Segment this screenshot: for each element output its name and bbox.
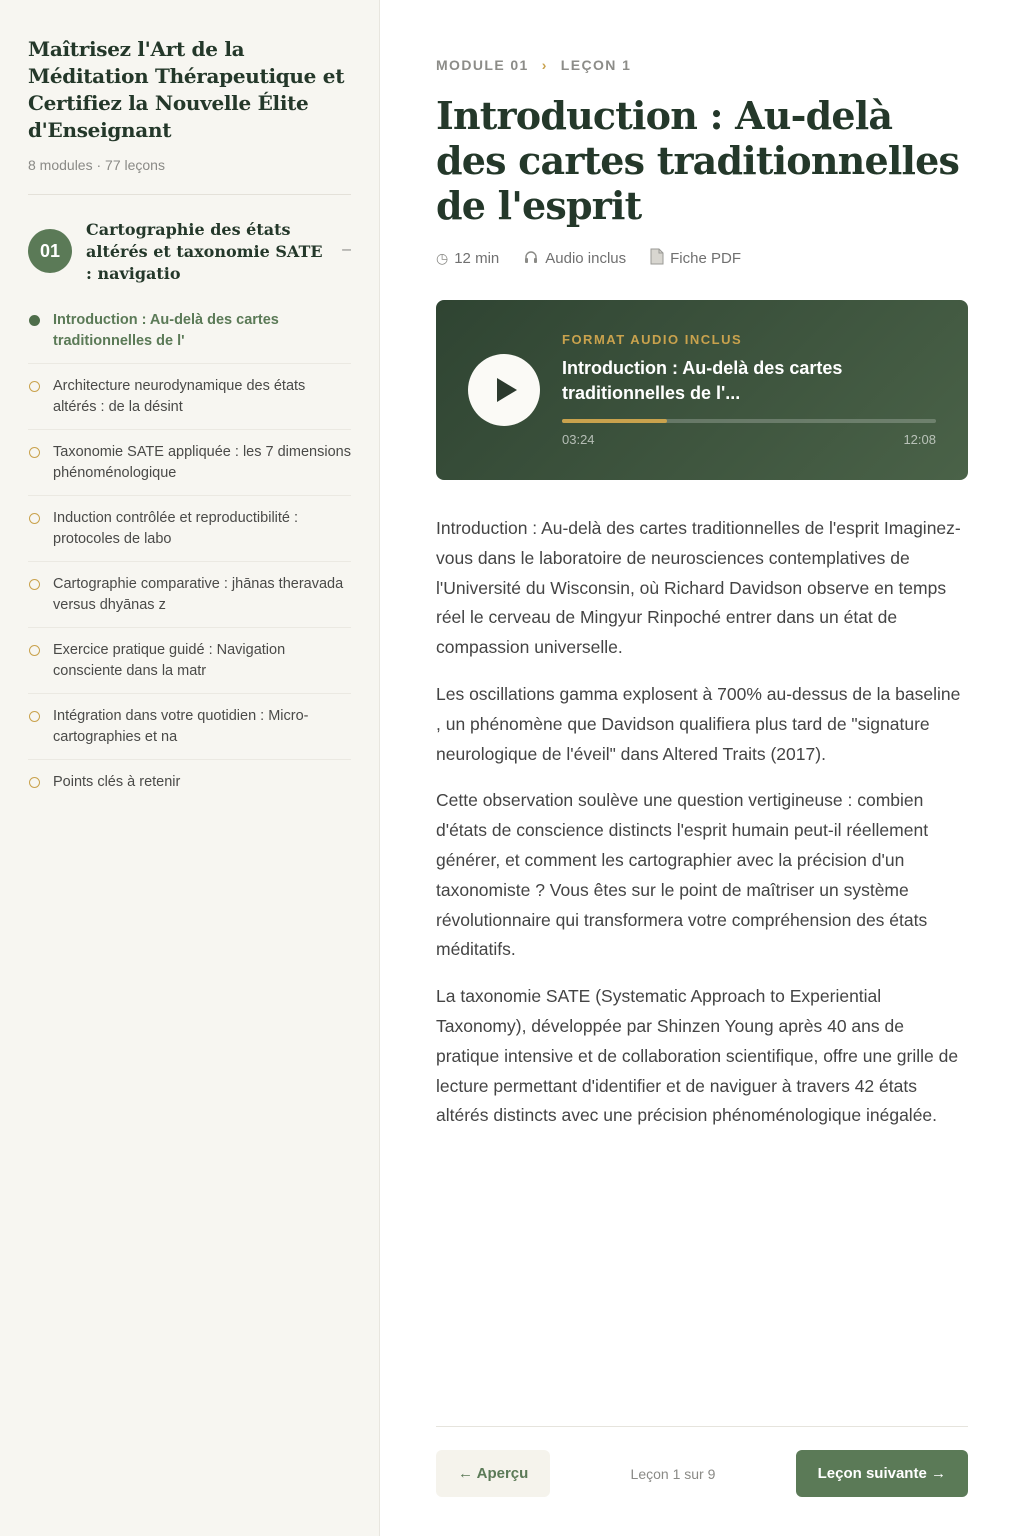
next-lesson-button[interactable]: Leçon suivante → (796, 1450, 968, 1497)
sidebar-divider (28, 194, 351, 195)
audio-progress-bar[interactable] (562, 419, 936, 423)
audio-progress-fill (562, 419, 667, 423)
module-title: Cartographie des états altérés et taxonomie SATE : navigatio (86, 220, 323, 283)
audio-info (562, 332, 936, 447)
lesson-list (28, 310, 351, 805)
previous-button[interactable]: ← Aperçu (436, 1450, 550, 1497)
lesson-item[interactable] (28, 640, 351, 694)
body-paragraph: Cette observation soulève une question vertigineuse : combien d'états de conscience distincts l'esprit humain peut-il réellement générer, et comment les cartographier avec la précision d'un taxonomiste ? Vous êtes sur le point de maîtriser un système révolutionnaire qui transformera votre compréhension des états méditatifs. (436, 790, 929, 960)
chevron-right-icon: › (541, 57, 548, 73)
lesson-label: Induction contrôlée et reproductibilité : protocoles de labo (53, 510, 299, 547)
lesson-content (436, 0, 968, 1148)
page-title: Introduction : Au-delà des cartes traditionnelles de l'esprit (436, 93, 960, 228)
total-time: 12:08 (903, 432, 936, 447)
lesson-label: Points clés à retenir (53, 774, 181, 790)
module-number-badge: 01 (28, 229, 72, 273)
audio-title: Introduction : Au-delà des cartes traditionnelles de l'... (562, 358, 843, 403)
breadcrumb-lesson: LEÇON 1 (560, 57, 632, 73)
audio-player (436, 300, 968, 480)
lesson-meta (436, 248, 968, 268)
breadcrumb-module[interactable]: MODULE 01 (436, 57, 529, 73)
lesson-dot-icon (29, 645, 40, 656)
breadcrumb (436, 57, 968, 73)
lesson-dot-icon (29, 777, 40, 788)
lesson-label: Exercice pratique guidé : Navigation consciente dans la matr (53, 642, 286, 679)
pdf-meta[interactable] (650, 248, 741, 268)
audio-times (562, 432, 936, 447)
document-icon (650, 248, 664, 268)
headphones-icon (523, 249, 539, 268)
pdf-label: Fiche PDF (670, 249, 741, 267)
lesson-item[interactable] (28, 706, 351, 760)
course-meta: 8 modules · 77 leçons (28, 157, 165, 173)
lesson-item[interactable] (28, 310, 351, 364)
lesson-label: Cartographie comparative : jhānas theravada versus dhyānas z (53, 576, 344, 613)
lesson-dot-icon (29, 447, 40, 458)
lesson-label: Taxonomie SATE appliquée : les 7 dimensions phénoménologique (53, 444, 351, 481)
lesson-dot-icon (29, 513, 40, 524)
current-lesson-dot-icon (29, 315, 40, 326)
lesson-body (436, 514, 968, 1131)
current-time: 03:24 (562, 432, 595, 447)
lesson-item[interactable] (28, 508, 351, 562)
collapse-icon[interactable]: – (342, 241, 351, 258)
body-paragraph: Les oscillations gamma explosent à 700% au-dessus de la baseline , un phénomène que Davidson qualifiera plus tard de "signature neurologique de l'éveil" dans Altered Traits (2017). (436, 683, 961, 764)
clock-icon: ◷ (436, 249, 449, 266)
lesson-label: Introduction : Au-delà des cartes traditionnelles de l' (53, 312, 279, 349)
audio-label: Audio inclus (545, 249, 627, 267)
lesson-navigation (436, 1426, 968, 1497)
play-icon (497, 378, 517, 402)
audio-meta (523, 249, 626, 268)
lesson-dot-icon (29, 381, 40, 392)
body-paragraph: La taxonomie SATE (Systematic Approach to Experiential Taxonomy), développée par Shinzen Young après 40 ans de pratique intensive et de collaboration scientifique, offre une grille de lecture permettant d'identifier et de naviguer à travers 42 états altérés distincts avec une précision phénoménologique inégalée. (436, 986, 959, 1126)
duration-meta (436, 250, 499, 267)
lesson-item[interactable] (28, 574, 351, 628)
lesson-dot-icon (29, 579, 40, 590)
lesson-pager: Leçon 1 sur 9 (630, 1465, 716, 1482)
course-sidebar (0, 0, 380, 1536)
lesson-item[interactable] (28, 772, 351, 805)
lesson-label: Architecture neurodynamique des états altérés : de la désint (53, 378, 306, 415)
lesson-item[interactable] (28, 376, 351, 430)
lesson-label: Intégration dans votre quotidien : Micro-cartographies et na (53, 708, 309, 745)
module-header[interactable] (28, 219, 351, 285)
lesson-dot-icon (29, 711, 40, 722)
duration-label: 12 min (454, 249, 500, 267)
course-title: Maîtrisez l'Art de la Méditation Thérapeutique et Certifiez la Nouvelle Élite d'Enseignant (28, 37, 345, 142)
play-button[interactable] (468, 354, 540, 426)
lesson-item[interactable] (28, 442, 351, 496)
body-paragraph: Introduction : Au-delà des cartes traditionnelles de l'esprit Imaginez-vous dans le laboratoire de neurosciences contemplatives de l'Université du Wisconsin, où Richard Davidson observe en temps réel le cerveau de Mingyur Rinpoché entrer dans un état de compassion universelle. (436, 518, 961, 658)
audio-format-label: FORMAT AUDIO INCLUS (562, 332, 743, 347)
